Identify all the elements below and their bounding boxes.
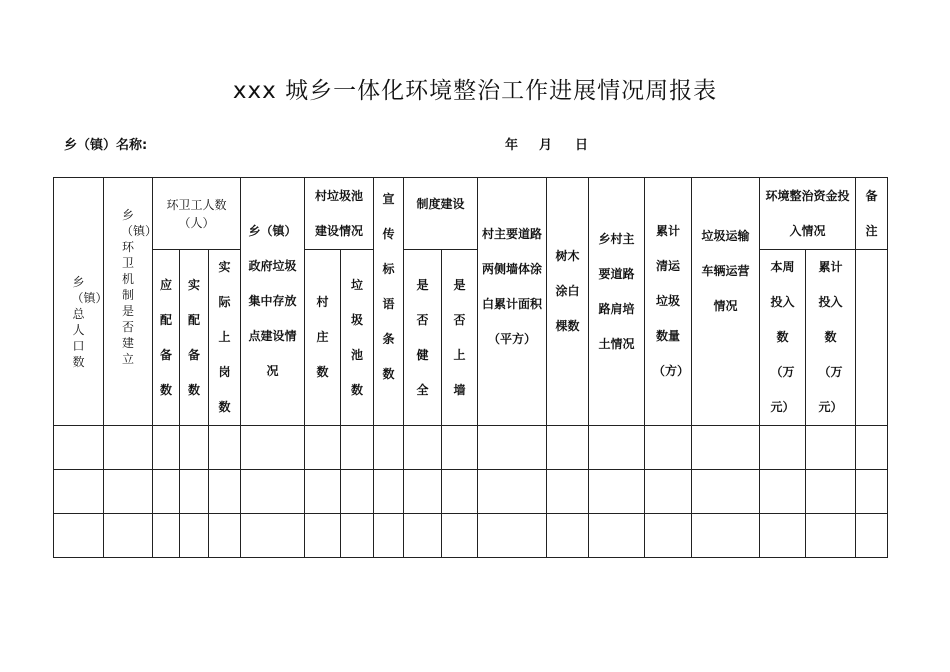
- table-cell[interactable]: [442, 514, 478, 558]
- table-cell[interactable]: [305, 514, 341, 558]
- table-cell[interactable]: [54, 470, 104, 514]
- table-row: [54, 426, 888, 470]
- table-cell[interactable]: [547, 426, 589, 470]
- header-village-count: 村庄数: [305, 250, 341, 426]
- header-pool-count: 垃圾池数: [341, 250, 374, 426]
- table-cell[interactable]: [209, 426, 241, 470]
- header-system-sound: 是否健全: [404, 250, 442, 426]
- table-cell[interactable]: [180, 426, 209, 470]
- table-cell[interactable]: [180, 514, 209, 558]
- table-cell[interactable]: [760, 514, 806, 558]
- header-village-pool: 村垃圾池建设情况: [305, 178, 374, 250]
- table-cell[interactable]: [645, 514, 692, 558]
- table-cell[interactable]: [209, 470, 241, 514]
- table-cell[interactable]: [547, 514, 589, 558]
- table-cell[interactable]: [547, 470, 589, 514]
- header-wall-whitewash: 村主要道路两侧墙体涂白累计面积（平方）: [478, 178, 547, 426]
- table-cell[interactable]: [305, 470, 341, 514]
- header-tree-paint: 树木涂白棵数: [547, 178, 589, 426]
- table-cell[interactable]: [760, 470, 806, 514]
- table-cell[interactable]: [404, 470, 442, 514]
- table-cell[interactable]: [589, 514, 645, 558]
- weekly-report-table: [53, 177, 888, 558]
- table-cell[interactable]: [806, 470, 856, 514]
- table-cell[interactable]: [404, 514, 442, 558]
- table-cell[interactable]: [54, 514, 104, 558]
- header-remarks-lower: [856, 250, 888, 426]
- table-cell[interactable]: [645, 470, 692, 514]
- header-sanitation-mechanism: 乡（镇）环卫机制是否建立: [104, 178, 153, 426]
- header-row-2: [54, 250, 888, 426]
- header-funds-total: 累计投入数（万元）: [806, 250, 856, 426]
- table-cell[interactable]: [341, 426, 374, 470]
- table-cell[interactable]: [589, 426, 645, 470]
- table-cell[interactable]: [305, 426, 341, 470]
- table-cell[interactable]: [478, 470, 547, 514]
- table-cell[interactable]: [241, 426, 305, 470]
- header-vehicles: 垃圾运输车辆运营情况: [692, 178, 760, 426]
- table-cell[interactable]: [856, 470, 888, 514]
- header-system: 制度建设: [404, 178, 478, 250]
- header-remarks: 备注: [856, 178, 888, 250]
- table-cell[interactable]: [241, 514, 305, 558]
- header-funds: 环境整治资金投入情况: [760, 178, 856, 250]
- header-garbage-cleared: 累计清运垃圾数量（方）: [645, 178, 692, 426]
- data-rows: [54, 426, 888, 558]
- header-system-posted: 是否上墙: [442, 250, 478, 426]
- table-cell[interactable]: [180, 470, 209, 514]
- table-cell[interactable]: [478, 514, 547, 558]
- table-cell[interactable]: [104, 470, 153, 514]
- table-row: [54, 470, 888, 514]
- township-name-label: 乡（镇）名称:: [64, 138, 148, 153]
- header-row-1: [54, 178, 888, 250]
- table-cell[interactable]: [478, 426, 547, 470]
- header-storage-point: 乡（镇）政府垃圾集中存放点建设情况: [241, 178, 305, 426]
- header-funds-week: 本周投入数（万元）: [760, 250, 806, 426]
- table-cell[interactable]: [645, 426, 692, 470]
- header-road-shoulder: 乡村主要道路路肩培土情况: [589, 178, 645, 426]
- table-cell[interactable]: [806, 426, 856, 470]
- table-cell[interactable]: [209, 514, 241, 558]
- table-cell[interactable]: [692, 514, 760, 558]
- table-cell[interactable]: [589, 470, 645, 514]
- table-cell[interactable]: [856, 426, 888, 470]
- table-cell[interactable]: [153, 514, 180, 558]
- table-cell[interactable]: [692, 426, 760, 470]
- header-workers-planned: 应配备数: [153, 250, 180, 426]
- header-sanitation-workers: 环卫工人数（人）: [153, 178, 241, 250]
- table-cell[interactable]: [404, 426, 442, 470]
- table-cell[interactable]: [341, 514, 374, 558]
- table-cell[interactable]: [153, 426, 180, 470]
- table-cell[interactable]: [442, 426, 478, 470]
- table-cell[interactable]: [341, 470, 374, 514]
- table-cell[interactable]: [374, 514, 404, 558]
- month-label: 月: [539, 138, 553, 153]
- table-cell[interactable]: [104, 514, 153, 558]
- table-row: [54, 514, 888, 558]
- table-cell[interactable]: [442, 470, 478, 514]
- day-label: 日: [575, 138, 589, 153]
- page-title: xxx 城乡一体化环境整治工作进展情况周报表: [232, 78, 718, 104]
- date-line: [505, 134, 588, 153]
- header-workers-on-duty: 实际上岗数: [209, 250, 241, 426]
- table-cell[interactable]: [54, 426, 104, 470]
- table-cell[interactable]: [104, 426, 153, 470]
- table-cell[interactable]: [153, 470, 180, 514]
- table-cell[interactable]: [374, 470, 404, 514]
- header-workers-actual: 实配备数: [180, 250, 209, 426]
- year-label: 年: [505, 138, 519, 153]
- table-cell[interactable]: [806, 514, 856, 558]
- header-population: 乡（镇）总人口数: [54, 178, 104, 426]
- table-cell[interactable]: [760, 426, 806, 470]
- table-cell[interactable]: [692, 470, 760, 514]
- table-cell[interactable]: [241, 470, 305, 514]
- header-slogans: 宣传标语条数: [374, 178, 404, 426]
- table-cell[interactable]: [856, 514, 888, 558]
- table-cell[interactable]: [374, 426, 404, 470]
